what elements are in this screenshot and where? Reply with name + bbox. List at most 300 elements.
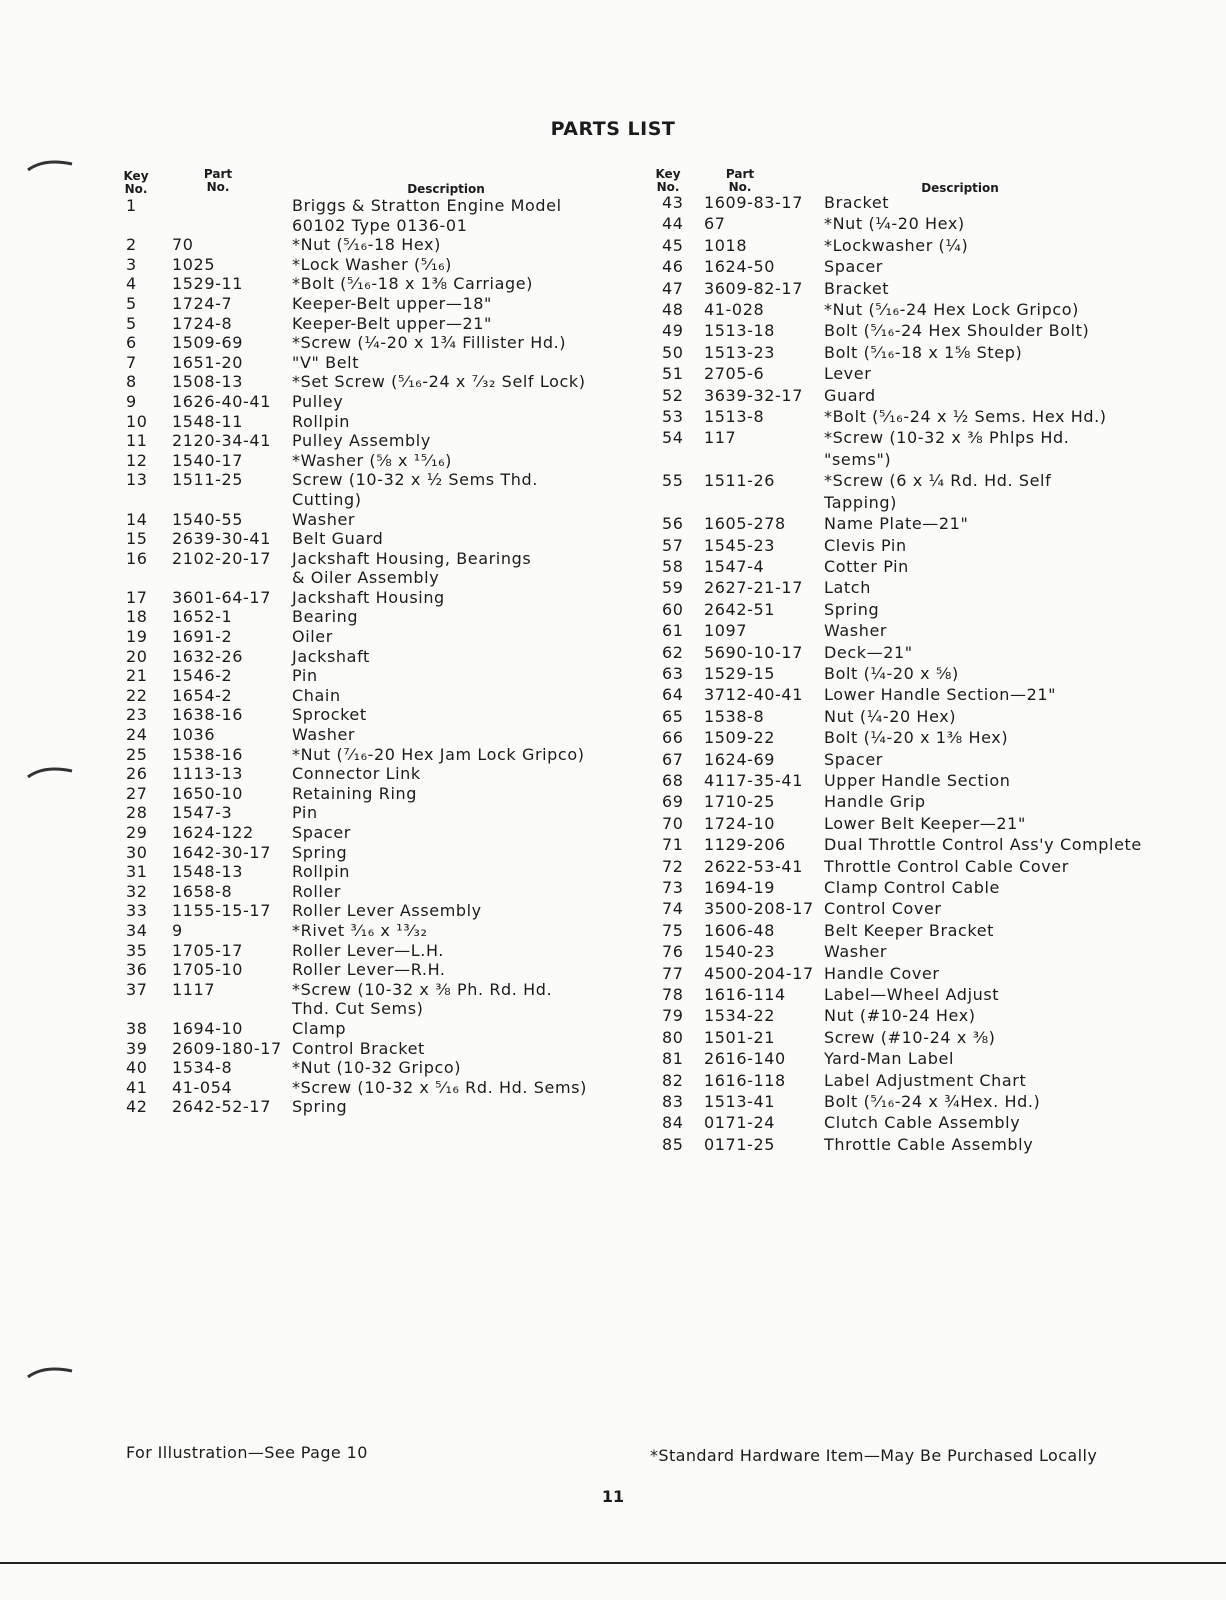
part-number: 2642-52-17 xyxy=(172,1097,271,1117)
key-number: 44 xyxy=(662,214,684,234)
part-description: Washer xyxy=(824,942,888,962)
part-description: Jackshaft Housing, Bearings xyxy=(292,548,532,568)
parts-row xyxy=(662,620,1177,641)
key-number: 19 xyxy=(126,627,148,647)
part-description: *Screw (10-32 x ⅜ Phlps Hd. xyxy=(824,428,1070,448)
parts-row xyxy=(662,406,1177,427)
key-number: 8 xyxy=(126,372,137,392)
parts-row xyxy=(662,449,1177,470)
part-description: Pin xyxy=(292,803,318,823)
part-number: 1097 xyxy=(704,621,748,641)
part-number: 1632-26 xyxy=(172,646,244,666)
part-number: 1547-4 xyxy=(704,556,765,576)
part-description: *Nut (⁵⁄₁₆-18 Hex) xyxy=(292,235,441,255)
part-description: *Nut (¼-20 Hex) xyxy=(824,214,965,234)
part-number: 1513-18 xyxy=(704,321,776,341)
key-number: 58 xyxy=(662,556,684,576)
parts-row xyxy=(662,1027,1177,1048)
key-number: 77 xyxy=(662,963,684,983)
key-number: 29 xyxy=(126,823,148,842)
part-number: 1538-8 xyxy=(704,706,765,726)
part-number: 1546-2 xyxy=(172,666,233,686)
part-description: Pulley Assembly xyxy=(292,431,431,451)
parts-row xyxy=(662,963,1177,984)
part-number: 1691-2 xyxy=(172,627,233,647)
key-number: 47 xyxy=(662,278,684,298)
parts-row xyxy=(126,412,611,432)
part-number: 1117 xyxy=(172,979,216,999)
part-description: Deck—21" xyxy=(824,642,913,662)
parts-row xyxy=(662,856,1177,877)
part-description: Throttle Cable Assembly xyxy=(824,1134,1034,1154)
key-number: 20 xyxy=(126,646,148,666)
part-description: Connector Link xyxy=(292,764,421,784)
key-number: 25 xyxy=(126,744,148,764)
key-number: 35 xyxy=(126,940,148,960)
part-description: Roller Lever—R.H. xyxy=(292,960,446,980)
key-number: 32 xyxy=(126,881,148,901)
part-number: 1710-25 xyxy=(704,792,776,812)
part-number: 1616-114 xyxy=(704,985,786,1005)
part-description: Rollpin xyxy=(292,411,351,431)
part-number: 1548-13 xyxy=(172,862,244,882)
key-number: 63 xyxy=(662,663,684,683)
parts-row xyxy=(126,1039,611,1059)
part-description: Rollpin xyxy=(292,862,351,882)
part-description: Keeper-Belt upper—21" xyxy=(292,313,492,333)
key-number: 66 xyxy=(662,728,684,748)
part-description: Screw (#10-24 x ⅜) xyxy=(824,1027,996,1047)
part-number: 0171-24 xyxy=(704,1113,776,1133)
key-number: 4 xyxy=(126,274,137,294)
key-header: Key No. xyxy=(123,169,149,196)
key-number: 79 xyxy=(662,1006,684,1026)
parts-row xyxy=(662,577,1177,598)
parts-row xyxy=(662,791,1177,812)
part-number: 1548-11 xyxy=(172,411,244,431)
parts-row xyxy=(126,686,611,706)
parts-row xyxy=(126,235,611,255)
parts-list-right-column xyxy=(655,167,1177,1155)
part-description: Thd. Cut Sems) xyxy=(292,999,424,1019)
part-description: Washer xyxy=(292,509,356,529)
part-number: 1129-206 xyxy=(704,835,786,855)
parts-row xyxy=(662,556,1177,577)
illustration-reference: For Illustration—See Page 10 xyxy=(126,1443,368,1462)
part-number: 117 xyxy=(704,428,737,448)
parts-row xyxy=(126,725,611,745)
part-number: 1529-11 xyxy=(172,274,244,294)
key-number: 39 xyxy=(126,1038,148,1058)
part-number: 1652-1 xyxy=(172,607,233,627)
part-description: Bolt (⁵⁄₁₆-24 Hex Shoulder Bolt) xyxy=(824,321,1090,341)
parts-row xyxy=(662,877,1177,898)
parts-list-left-column xyxy=(123,167,611,1117)
part-number: 1036 xyxy=(172,725,216,745)
part-description: *Lockwasher (¼) xyxy=(824,235,969,255)
parts-row xyxy=(662,320,1177,341)
parts-row xyxy=(126,1019,611,1039)
key-number: 70 xyxy=(662,813,684,833)
parts-row xyxy=(126,627,611,647)
page-title: PARTS LIST xyxy=(550,118,676,140)
key-number: 76 xyxy=(662,942,684,962)
key-number: 51 xyxy=(662,364,684,384)
parts-row xyxy=(662,535,1177,556)
part-number: 1113-13 xyxy=(172,764,244,784)
part-description: Washer xyxy=(824,621,888,641)
key-number: 31 xyxy=(126,862,148,882)
key-number: 69 xyxy=(662,792,684,812)
part-description: Lever xyxy=(824,364,872,384)
key-number: 81 xyxy=(662,1049,684,1069)
parts-row xyxy=(662,256,1177,277)
part-number: 1724-7 xyxy=(172,293,233,313)
part-number: 3601-64-17 xyxy=(172,587,271,607)
parts-row xyxy=(662,898,1177,919)
parts-row xyxy=(662,363,1177,384)
key-number: 27 xyxy=(126,783,148,803)
part-number: 1155-15-17 xyxy=(172,901,271,921)
part-number: 1606-48 xyxy=(704,920,776,940)
part-number: 1694-19 xyxy=(704,878,776,897)
parts-row xyxy=(662,213,1177,234)
parts-row xyxy=(126,647,611,667)
key-number: 10 xyxy=(126,411,148,431)
part-description: Spring xyxy=(292,1097,348,1117)
key-number: 68 xyxy=(662,770,684,790)
part-number: 1624-69 xyxy=(704,749,776,769)
parts-row xyxy=(126,451,611,471)
parts-row xyxy=(662,727,1177,748)
part-number: 1654-2 xyxy=(172,685,233,705)
key-number: 52 xyxy=(662,385,684,405)
parts-row xyxy=(126,294,611,314)
part-number: 4117-35-41 xyxy=(704,770,803,790)
key-number: 11 xyxy=(126,431,148,451)
part-number: 9 xyxy=(172,920,183,940)
parts-row xyxy=(662,599,1177,620)
part-description: Guard xyxy=(824,385,876,405)
key-number: 78 xyxy=(662,985,684,1005)
bottom-rule xyxy=(0,1562,1226,1564)
key-number: 60 xyxy=(662,599,684,619)
key-number: 43 xyxy=(662,193,684,212)
part-number: 41-028 xyxy=(704,300,765,320)
part-number: 41-054 xyxy=(172,1077,233,1097)
part-description: Handle Cover xyxy=(824,963,940,983)
key-number: 83 xyxy=(662,1092,684,1112)
parts-row xyxy=(662,1091,1177,1112)
key-number: 59 xyxy=(662,578,684,598)
part-description: Jackshaft Housing xyxy=(292,587,445,607)
key-number: 34 xyxy=(126,920,148,940)
key-number: 24 xyxy=(126,725,148,745)
key-number: 75 xyxy=(662,920,684,940)
parts-row xyxy=(662,984,1177,1005)
key-number: 15 xyxy=(126,529,148,549)
parts-row xyxy=(126,901,611,921)
part-description: "V" Belt xyxy=(292,352,360,372)
key-number: 73 xyxy=(662,878,684,897)
part-number: 1624-50 xyxy=(704,257,776,277)
part-description: Sprocket xyxy=(292,705,367,725)
part-description: Oiler xyxy=(292,627,333,647)
part-description: Upper Handle Section xyxy=(824,770,1011,790)
part-number: 1538-16 xyxy=(172,744,244,764)
parts-table-left xyxy=(126,196,611,1117)
part-number: 1509-22 xyxy=(704,728,776,748)
part-number: 1501-21 xyxy=(704,1027,776,1047)
part-description: Yard-Man Label xyxy=(824,1049,955,1069)
key-number: 62 xyxy=(662,642,684,662)
key-number: 17 xyxy=(126,587,148,607)
key-header: Key No. xyxy=(655,167,681,194)
key-number: 9 xyxy=(126,391,137,411)
part-description: Retaining Ring xyxy=(292,783,417,803)
part-description: Throttle Control Cable Cover xyxy=(824,856,1069,876)
part-number: 1605-278 xyxy=(704,514,786,534)
part-description: Nut (#10-24 Hex) xyxy=(824,1006,976,1026)
part-description: Clamp Control Cable xyxy=(824,878,1000,897)
part-description: Dual Throttle Control Ass'y Complete xyxy=(824,835,1142,855)
part-description: Label Adjustment Chart xyxy=(824,1070,1027,1090)
part-number: 70 xyxy=(172,235,194,255)
key-number: 56 xyxy=(662,514,684,534)
part-number: 1624-122 xyxy=(172,823,254,842)
part-description: Clevis Pin xyxy=(824,535,907,555)
key-number: 50 xyxy=(662,342,684,362)
part-number: 2627-21-17 xyxy=(704,578,803,598)
parts-row xyxy=(662,1112,1177,1133)
part-number: 1724-10 xyxy=(704,813,776,833)
part-description: Jackshaft xyxy=(292,646,370,666)
key-number: 84 xyxy=(662,1113,684,1133)
parts-row xyxy=(662,834,1177,855)
parts-row xyxy=(662,427,1177,448)
key-number: 71 xyxy=(662,835,684,855)
parts-row xyxy=(662,749,1177,770)
part-description: Bolt (¼-20 x ⅝) xyxy=(824,663,959,683)
part-number: 1694-10 xyxy=(172,1018,244,1038)
parts-row xyxy=(126,274,611,294)
part-number: 1025 xyxy=(172,254,216,274)
part-description: Pulley xyxy=(292,391,344,411)
parts-row xyxy=(662,663,1177,684)
part-number: 2639-30-41 xyxy=(172,529,271,549)
binder-hole-mark xyxy=(26,1365,74,1379)
part-number: 1534-22 xyxy=(704,1006,776,1026)
part-header: Part No. xyxy=(725,167,755,194)
part-description: Tapping) xyxy=(824,492,898,512)
binder-hole-mark xyxy=(26,765,74,779)
parts-row xyxy=(126,980,611,1000)
part-description: Lower Handle Section—21" xyxy=(824,685,1057,705)
key-number: 28 xyxy=(126,803,148,823)
part-description: Roller Lever Assembly xyxy=(292,901,482,921)
part-number: 3712-40-41 xyxy=(704,685,803,705)
part-description: *Bolt (⁵⁄₁₆-24 x ½ Sems. Hex Hd.) xyxy=(824,407,1107,427)
parts-row xyxy=(126,1058,611,1078)
part-description: Clamp xyxy=(292,1018,347,1038)
page-number: 11 xyxy=(601,1487,625,1506)
key-number: 45 xyxy=(662,235,684,255)
part-number: 1705-17 xyxy=(172,940,244,960)
part-number: 1616-118 xyxy=(704,1070,786,1090)
part-number: 1540-23 xyxy=(704,942,776,962)
part-number: 0171-25 xyxy=(704,1134,776,1154)
parts-row xyxy=(126,470,611,490)
key-number: 46 xyxy=(662,257,684,277)
parts-row xyxy=(662,385,1177,406)
part-number: 1547-3 xyxy=(172,803,233,823)
parts-row xyxy=(126,999,611,1019)
part-description: *Bolt (⁵⁄₁₆-18 x 1⅜ Carriage) xyxy=(292,274,534,294)
key-number: 64 xyxy=(662,685,684,705)
key-number: 82 xyxy=(662,1070,684,1090)
parts-row xyxy=(126,1097,611,1117)
key-number: 33 xyxy=(126,901,148,921)
parts-table-right xyxy=(662,192,1177,1155)
binder-hole-mark xyxy=(26,158,74,172)
parts-row xyxy=(126,764,611,784)
key-number: 12 xyxy=(126,450,148,470)
part-description: Briggs & Stratton Engine Model xyxy=(292,196,562,215)
parts-row xyxy=(126,588,611,608)
part-number: 2609-180-17 xyxy=(172,1038,282,1058)
key-number: 13 xyxy=(126,470,148,490)
part-header: Part No. xyxy=(203,167,233,194)
part-number: 1534-8 xyxy=(172,1058,233,1078)
key-number: 49 xyxy=(662,321,684,341)
part-description: *Set Screw (⁵⁄₁₆-24 x ⁷⁄₃₂ Self Lock) xyxy=(292,372,586,392)
part-description: *Nut (10-32 Gripco) xyxy=(292,1058,462,1078)
key-number: 3 xyxy=(126,254,137,274)
part-description: Pin xyxy=(292,666,318,686)
part-description: Belt Guard xyxy=(292,529,384,549)
part-description: *Washer (⅝ x ¹⁵⁄₁₆) xyxy=(292,450,452,470)
part-number: 1511-26 xyxy=(704,471,776,491)
key-number: 57 xyxy=(662,535,684,555)
part-number: 2622-53-41 xyxy=(704,856,803,876)
part-number: 3639-32-17 xyxy=(704,385,803,405)
part-description: Bolt (⁵⁄₁₆-24 x ¾Hex. Hd.) xyxy=(824,1092,1041,1112)
part-description: Bracket xyxy=(824,278,890,298)
part-description: Belt Keeper Bracket xyxy=(824,920,995,940)
part-number: 3609-82-17 xyxy=(704,278,803,298)
part-number: 2120-34-41 xyxy=(172,431,271,451)
part-number: 1658-8 xyxy=(172,881,233,901)
part-description: Control Cover xyxy=(824,899,942,919)
part-number: 2616-140 xyxy=(704,1049,786,1069)
part-description: Control Bracket xyxy=(292,1038,425,1058)
parts-row xyxy=(662,513,1177,534)
part-description: Handle Grip xyxy=(824,792,926,812)
parts-row xyxy=(126,372,611,392)
part-description: Lower Belt Keeper—21" xyxy=(824,813,1026,833)
part-description: *Screw (6 x ¼ Rd. Hd. Self xyxy=(824,471,1052,491)
key-number: 6 xyxy=(126,333,137,353)
part-description: Nut (¼-20 Hex) xyxy=(824,706,957,726)
part-description: Screw (10-32 x ½ Sems Thd. xyxy=(292,470,538,490)
parts-row xyxy=(126,568,611,588)
key-number: 55 xyxy=(662,471,684,491)
part-description: *Nut (⁵⁄₁₆-24 Hex Lock Gripco) xyxy=(824,300,1079,320)
description-header: Description xyxy=(921,181,999,195)
parts-row xyxy=(126,333,611,353)
parts-row xyxy=(126,705,611,725)
part-description: 60102 Type 0136-01 xyxy=(292,215,468,235)
part-description: *Nut (⁷⁄₁₆-20 Hex Jam Lock Gripco) xyxy=(292,744,585,764)
key-number: 61 xyxy=(662,621,684,641)
part-description: Clutch Cable Assembly xyxy=(824,1113,1021,1133)
part-number: 2705-6 xyxy=(704,364,765,384)
part-number: 1513-23 xyxy=(704,342,776,362)
parts-row xyxy=(662,235,1177,256)
part-number: 2102-20-17 xyxy=(172,548,271,568)
part-number: 2642-51 xyxy=(704,599,776,619)
part-description: Bolt (¼-20 x 1⅜ Hex) xyxy=(824,728,1009,748)
part-number: 4500-204-17 xyxy=(704,963,814,983)
part-description: *Screw (¼-20 x 1¾ Fillister Hd.) xyxy=(292,333,567,353)
parts-row xyxy=(662,278,1177,299)
key-number: 23 xyxy=(126,705,148,725)
key-number: 54 xyxy=(662,428,684,448)
parts-row xyxy=(126,823,611,843)
parts-row xyxy=(126,862,611,882)
parts-row xyxy=(662,299,1177,320)
parts-row xyxy=(662,920,1177,941)
parts-row xyxy=(662,342,1177,363)
part-description: Keeper-Belt upper—18" xyxy=(292,293,492,313)
part-number: 1545-23 xyxy=(704,535,776,555)
key-number: 36 xyxy=(126,960,148,980)
key-number: 30 xyxy=(126,842,148,862)
part-number: 5690-10-17 xyxy=(704,642,803,662)
key-number: 41 xyxy=(126,1077,148,1097)
part-description: Bolt (⁵⁄₁₆-18 x 1⅝ Step) xyxy=(824,342,1023,362)
key-number: 16 xyxy=(126,548,148,568)
key-number: 38 xyxy=(126,1018,148,1038)
part-number: 1650-10 xyxy=(172,783,244,803)
key-number: 80 xyxy=(662,1027,684,1047)
parts-row xyxy=(126,255,611,275)
key-number: 67 xyxy=(662,749,684,769)
key-number: 5 xyxy=(126,293,137,313)
parts-row xyxy=(662,941,1177,962)
part-number: 1609-83-17 xyxy=(704,193,803,212)
part-description: Cutting) xyxy=(292,489,362,509)
part-description: Washer xyxy=(292,725,356,745)
part-description: *Lock Washer (⁵⁄₁₆) xyxy=(292,254,452,274)
parts-row xyxy=(126,392,611,412)
part-number: 1511-25 xyxy=(172,470,244,490)
part-description: Label—Wheel Adjust xyxy=(824,985,1000,1005)
part-number: 1651-20 xyxy=(172,352,244,372)
parts-row xyxy=(126,216,611,236)
key-number: 85 xyxy=(662,1134,684,1154)
key-number: 22 xyxy=(126,685,148,705)
description-header: Description xyxy=(407,182,485,196)
key-number: 53 xyxy=(662,407,684,427)
key-number: 42 xyxy=(126,1097,148,1117)
parts-row xyxy=(126,431,611,451)
key-number: 5 xyxy=(126,313,137,333)
parts-row xyxy=(126,941,611,961)
part-number: 1529-15 xyxy=(704,663,776,683)
parts-row xyxy=(126,882,611,902)
part-description: Chain xyxy=(292,685,341,705)
